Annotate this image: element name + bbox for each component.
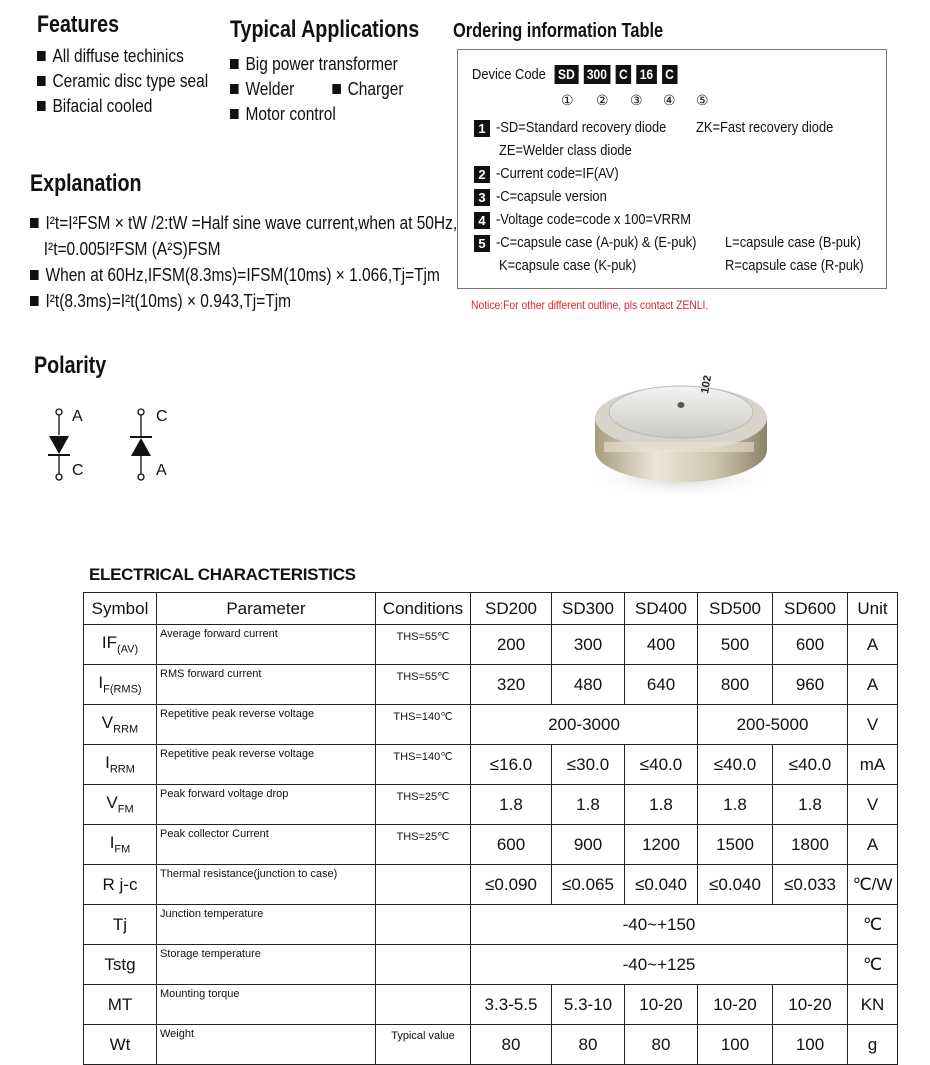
circled-number: ① bbox=[561, 92, 574, 108]
value-cell: 10-20 bbox=[698, 985, 773, 1025]
value-cell: ≤0.033 bbox=[773, 865, 848, 905]
value-cell: 1.8 bbox=[471, 785, 552, 825]
value-cell: 100 bbox=[773, 1025, 848, 1065]
code-box: C bbox=[616, 65, 632, 84]
table-row bbox=[84, 825, 898, 865]
ordering-item-text: R=capsule case (R-puk) bbox=[725, 257, 864, 274]
parameter-cell: Average forward current bbox=[157, 625, 376, 665]
condition-cell: THS=25℃ bbox=[376, 785, 471, 825]
value-cell: 5.3-10 bbox=[552, 985, 625, 1025]
parameter-cell: Weight bbox=[157, 1025, 376, 1065]
parameter-cell: Thermal resistance(junction to case) bbox=[157, 865, 376, 905]
capsule-marking: 102 bbox=[699, 374, 715, 395]
table-row bbox=[84, 945, 898, 985]
value-cell: 3.3-5.5 bbox=[471, 985, 552, 1025]
polarity-label: A bbox=[72, 408, 83, 425]
explanation-title: Explanation bbox=[30, 170, 142, 197]
polarity-diagram bbox=[40, 400, 200, 490]
condition-cell bbox=[376, 985, 471, 1025]
ordering-item-text: -Voltage code=code x 100=VRRM bbox=[496, 211, 692, 228]
value-cell: -40~+150 bbox=[471, 905, 848, 945]
symbol-text: R j-c bbox=[102, 874, 138, 894]
value-cell: 80 bbox=[552, 1025, 625, 1065]
table-row bbox=[84, 665, 898, 705]
parameter-cell: Junction temperature bbox=[157, 905, 376, 945]
symbol-cell bbox=[84, 865, 157, 905]
condition-cell bbox=[376, 865, 471, 905]
feature-item: All diffuse techinics bbox=[37, 44, 208, 69]
value-cell: 900 bbox=[552, 825, 625, 865]
application-item: Big power transformer bbox=[230, 52, 403, 77]
application-item: Motor control bbox=[230, 102, 403, 127]
item-number-box: 4 bbox=[474, 212, 490, 229]
value-cell: 320 bbox=[471, 665, 552, 705]
ordering-item-text: -C=capsule case (A-puk) & (E-puk) bbox=[496, 234, 697, 251]
symbol-subscript: (AV) bbox=[116, 643, 139, 656]
symbol-text: MT bbox=[107, 994, 133, 1014]
symbol-cell bbox=[84, 985, 157, 1025]
value-cell: ≤0.065 bbox=[552, 865, 625, 905]
condition-cell bbox=[376, 945, 471, 985]
application-item: Welder Charger bbox=[230, 77, 403, 102]
unit-cell: V bbox=[848, 705, 898, 745]
column-header: SD200 bbox=[471, 593, 552, 625]
symbol-text: I bbox=[98, 673, 104, 693]
symbol-cell bbox=[84, 705, 157, 745]
ordering-item-text: -Current code=IF(AV) bbox=[496, 165, 619, 182]
value-cell: 400 bbox=[625, 625, 698, 665]
applications-title: Typical Applications bbox=[230, 16, 420, 43]
device-code-row bbox=[472, 65, 677, 84]
value-cell: 10-20 bbox=[625, 985, 698, 1025]
unit-cell: ℃/W bbox=[848, 865, 898, 905]
table-row bbox=[84, 625, 898, 665]
polarity-title: Polarity bbox=[34, 352, 107, 379]
value-cell: 640 bbox=[625, 665, 698, 705]
ordering-item-text: L=capsule case (B-puk) bbox=[725, 234, 861, 251]
table-row bbox=[84, 785, 898, 825]
value-cell: 800 bbox=[698, 665, 773, 705]
ordering-item-text: -SD=Standard recovery diode bbox=[496, 119, 667, 136]
value-cell: 600 bbox=[471, 825, 552, 865]
symbol-subscript: F(RMS) bbox=[103, 683, 142, 696]
symbol-text: Wt bbox=[109, 1034, 131, 1054]
value-cell: 200-3000 bbox=[471, 705, 698, 745]
ordering-item-text: -C=capsule version bbox=[496, 188, 607, 205]
item-number-box: 2 bbox=[474, 166, 490, 183]
symbol-subscript: FM bbox=[114, 843, 131, 856]
table-header-row bbox=[84, 593, 898, 625]
value-cell: ≤40.0 bbox=[625, 745, 698, 785]
value-cell: 1800 bbox=[773, 825, 848, 865]
features-list bbox=[37, 44, 208, 119]
value-cell: 1.8 bbox=[698, 785, 773, 825]
electrical-title: ELECTRICAL CHARACTERISTICS bbox=[89, 565, 356, 584]
value-cell: 960 bbox=[773, 665, 848, 705]
value-cell: -40~+125 bbox=[471, 945, 848, 985]
parameter-cell: Mounting torque bbox=[157, 985, 376, 1025]
symbol-cell bbox=[84, 665, 157, 705]
table-row bbox=[84, 705, 898, 745]
column-header: SD600 bbox=[773, 593, 848, 625]
condition-cell: Typical value bbox=[376, 1025, 471, 1065]
value-cell: 80 bbox=[471, 1025, 552, 1065]
symbol-text: V bbox=[101, 713, 114, 733]
value-cell: 600 bbox=[773, 625, 848, 665]
table-row bbox=[84, 1025, 898, 1065]
electrical-table bbox=[83, 592, 898, 1065]
symbol-cell bbox=[84, 745, 157, 785]
column-header: Conditions bbox=[376, 593, 471, 625]
table-row bbox=[84, 985, 898, 1025]
parameter-cell: Storage temperature bbox=[157, 945, 376, 985]
feature-item: Ceramic disc type seal bbox=[37, 69, 208, 94]
parameter-cell: Peak forward voltage drop bbox=[157, 785, 376, 825]
unit-cell: mA bbox=[848, 745, 898, 785]
value-cell: ≤16.0 bbox=[471, 745, 552, 785]
symbol-text: IF bbox=[101, 633, 117, 653]
polarity-label: C bbox=[156, 408, 168, 425]
value-cell: 80 bbox=[625, 1025, 698, 1065]
circled-number: ② bbox=[596, 92, 609, 108]
condition-cell: THS=55℃ bbox=[376, 665, 471, 705]
symbol-text: I bbox=[109, 833, 115, 853]
value-cell: ≤0.040 bbox=[625, 865, 698, 905]
code-box: C bbox=[662, 65, 678, 84]
explanation-line: I²t(8.3ms)=I²t(10ms) × 0.943,Tj=Tjm bbox=[30, 288, 457, 314]
explanation-line: I²t=I²FSM × tW /2:tW =Half sine wave current,when at 50Hz, bbox=[30, 210, 457, 236]
table-row bbox=[84, 905, 898, 945]
table-row bbox=[84, 865, 898, 905]
unit-cell: A bbox=[848, 825, 898, 865]
polarity-label: A bbox=[156, 462, 167, 479]
parameter-cell: Repetitive peak reverse voltage bbox=[157, 705, 376, 745]
item-number-box: 3 bbox=[474, 189, 490, 206]
value-cell: 1500 bbox=[698, 825, 773, 865]
condition-cell: THS=140℃ bbox=[376, 745, 471, 785]
column-header: Parameter bbox=[157, 593, 376, 625]
value-cell: ≤0.040 bbox=[698, 865, 773, 905]
condition-cell: THS=55℃ bbox=[376, 625, 471, 665]
condition-cell: THS=140℃ bbox=[376, 705, 471, 745]
column-header: Symbol bbox=[84, 593, 157, 625]
symbol-subscript: FM bbox=[117, 803, 134, 816]
symbol-subscript: RRM bbox=[109, 763, 135, 776]
code-box: SD bbox=[555, 65, 579, 84]
symbol-cell bbox=[84, 625, 157, 665]
value-cell: 100 bbox=[698, 1025, 773, 1065]
symbol-text: Tstg bbox=[104, 954, 136, 974]
column-header: SD400 bbox=[625, 593, 698, 625]
ordering-item-text: ZE=Welder class diode bbox=[499, 142, 632, 159]
applications-list bbox=[230, 52, 403, 127]
circled-number: ③ bbox=[630, 92, 643, 108]
symbol-cell bbox=[84, 825, 157, 865]
value-cell: ≤40.0 bbox=[698, 745, 773, 785]
unit-cell: V bbox=[848, 785, 898, 825]
symbol-cell bbox=[84, 905, 157, 945]
value-cell: 1.8 bbox=[552, 785, 625, 825]
device-code-label: Device Code bbox=[472, 66, 546, 83]
unit-cell: KN bbox=[848, 985, 898, 1025]
value-cell: 1.8 bbox=[773, 785, 848, 825]
column-header: Unit bbox=[848, 593, 898, 625]
value-cell: ≤30.0 bbox=[552, 745, 625, 785]
value-cell: 500 bbox=[698, 625, 773, 665]
symbol-subscript: RRM bbox=[113, 723, 139, 736]
symbol-text: V bbox=[106, 793, 118, 813]
unit-cell: g bbox=[848, 1025, 898, 1065]
value-cell: 480 bbox=[552, 665, 625, 705]
column-header: SD500 bbox=[698, 593, 773, 625]
item-number-box: 1 bbox=[474, 120, 490, 137]
symbol-text: Tj bbox=[112, 914, 128, 934]
value-cell: ≤40.0 bbox=[773, 745, 848, 785]
notice-text: Notice:For other different outline, pls contact ZENLI. bbox=[471, 298, 709, 312]
symbol-cell bbox=[84, 1025, 157, 1065]
value-cell: 1.8 bbox=[625, 785, 698, 825]
unit-cell: A bbox=[848, 625, 898, 665]
capsule-diode-image bbox=[578, 360, 784, 500]
parameter-cell: Repetitive peak reverse voltage bbox=[157, 745, 376, 785]
symbol-text: I bbox=[105, 753, 110, 773]
parameter-cell: RMS forward current bbox=[157, 665, 376, 705]
unit-cell: A bbox=[848, 665, 898, 705]
symbol-cell bbox=[84, 785, 157, 825]
ordering-title: Ordering information Table bbox=[453, 20, 664, 42]
ordering-item-text: K=capsule case (K-puk) bbox=[499, 257, 637, 274]
table-row bbox=[84, 745, 898, 785]
item-number-box: 5 bbox=[474, 235, 490, 252]
condition-cell: THS=25℃ bbox=[376, 825, 471, 865]
polarity-label: C bbox=[72, 462, 84, 479]
column-header: SD300 bbox=[552, 593, 625, 625]
code-box: 16 bbox=[636, 65, 656, 84]
explanation-line: When at 60Hz,IFSM(8.3ms)=IFSM(10ms) × 1.066,Tj=Tjm bbox=[30, 262, 457, 288]
value-cell: ≤0.090 bbox=[471, 865, 552, 905]
condition-cell bbox=[376, 905, 471, 945]
diode-symbol-left bbox=[48, 409, 70, 480]
value-cell: 300 bbox=[552, 625, 625, 665]
ordering-item-text: ZK=Fast recovery diode bbox=[696, 119, 834, 136]
unit-cell: ℃ bbox=[848, 905, 898, 945]
code-box: 300 bbox=[583, 65, 610, 84]
value-cell: 200 bbox=[471, 625, 552, 665]
parameter-cell: Peak collector Current bbox=[157, 825, 376, 865]
value-cell: 200-5000 bbox=[698, 705, 848, 745]
unit-cell: ℃ bbox=[848, 945, 898, 985]
value-cell: 1200 bbox=[625, 825, 698, 865]
explanation-body bbox=[30, 210, 457, 314]
circled-number: ④ bbox=[663, 92, 676, 108]
diode-symbol-right bbox=[130, 409, 152, 480]
circled-number: ⑤ bbox=[696, 92, 709, 108]
value-cell: 10-20 bbox=[773, 985, 848, 1025]
explanation-line: I²t=0.005I²FSM (A²S)FSM bbox=[43, 239, 221, 259]
features-title: Features bbox=[37, 11, 120, 38]
symbol-cell bbox=[84, 945, 157, 985]
feature-item: Bifacial cooled bbox=[37, 94, 208, 119]
